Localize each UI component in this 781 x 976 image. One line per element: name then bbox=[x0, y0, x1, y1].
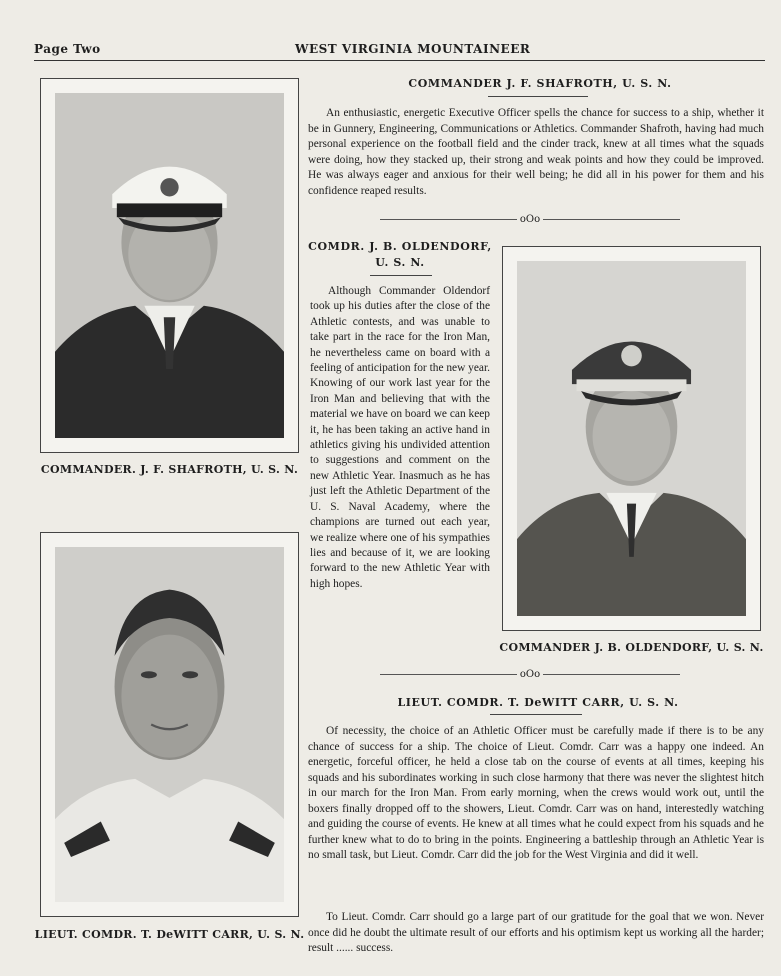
portrait-shafroth bbox=[55, 93, 284, 438]
header-rule bbox=[34, 60, 765, 61]
photo-shafroth bbox=[40, 78, 299, 453]
article-body-shafroth: An enthusiastic, energetic Executive Officer spells the chance for success to a ship, whether it be in Gunnery, Engineering, Communications or Athletics. Commander Shafroth, having had much personal experience on the football field and the cinder track, knew at all times what the squads were doing, how they stacked up, their strong and weak points and how they could be improved. He was always eager and anxious for their well being; he did all in his power for them and his confidence reaped results. bbox=[308, 107, 764, 197]
title-underline bbox=[488, 96, 588, 97]
portrait-carr bbox=[55, 547, 284, 902]
separator-text: oOo bbox=[519, 213, 541, 225]
caption-oldendorf: COMMANDER J. B. OLDENDORF, U. S. N. bbox=[499, 641, 764, 654]
article-title-carr: LIEUT. COMDR. T. DeWITT CARR, U. S. N. bbox=[397, 696, 679, 709]
article-body-carr-2: To Lieut. Comdr. Carr should go a large part of our gratitude for the goal that we won. Never once did he doubt the ultimate result of our efforts and his optimism kept us working all the harder; result ...... success. bbox=[308, 911, 764, 954]
article-title-shafroth: COMMANDER J. F. SHAFROTH, U. S. N. bbox=[408, 77, 672, 90]
publication-title: WEST VIRGINIA MOUNTAINEER bbox=[295, 42, 531, 56]
article-body-carr-1: Of necessity, the choice of an Athletic Officer must be carefully made if there is to be any chance of success for a ship. The choice of Lieut. Comdr. Carr was a happy one indeed. An energetic, forceful officer, he held a close tab on the course of events at all times, keeping his squads and his subordinates working in such close harmony that there was never the slightest hitch in our march for the Iron Man. From early morning, when the crews would work out, until the boxers finally dropped off to the showers, Lieut. Comdr. Carr was on hand, interestedly watching and guiding the course of events. He knew at all times what he could expect from his squads and he further knew what to do to bring in the points. Engineering a battleship through an Athletic Year is no small task, but Lieut. Comdr. Carr did the job for the West Virginia and did it well. bbox=[308, 725, 764, 861]
photo-carr bbox=[40, 532, 299, 917]
page-number: Page Two bbox=[34, 42, 101, 56]
portrait-oldendorf bbox=[517, 261, 746, 616]
separator-text: oOo bbox=[519, 668, 541, 680]
caption-carr: LIEUT. COMDR. T. DeWITT CARR, U. S. N. bbox=[34, 928, 305, 941]
article-title-oldendorf-2: U. S. N. bbox=[375, 256, 425, 269]
article-body-oldendorf: Although Commander Oldendorf took up his duties after the close of the Athletic contests, and was unable to take part in the race for the Iron Man, he nevertheless came on board with a feeling of anticipation for the new year. Knowing of our work last year for the Iron Man and believing that with the material we have on board we can keep it, he has been taking an active hand in athletics giving his undivided attention to suggestions and comment on the new Athletic Year. Inasmuch as he has just left the Athletic Department of the U. S. Naval Academy, where the champions are turned out each year, we realize where one of his sympathies lies and because of it, we are looking forward to the new Athletic Year with high hopes. bbox=[310, 285, 490, 590]
photo-oldendorf bbox=[502, 246, 761, 631]
caption-shafroth: COMMANDER. J. F. SHAFROTH, U. S. N. bbox=[40, 463, 299, 476]
separator bbox=[380, 667, 680, 681]
title-underline bbox=[490, 714, 582, 715]
separator bbox=[380, 212, 680, 226]
title-underline bbox=[370, 275, 432, 276]
article-title-oldendorf-1: COMDR. J. B. OLDENDORF, bbox=[308, 240, 492, 253]
